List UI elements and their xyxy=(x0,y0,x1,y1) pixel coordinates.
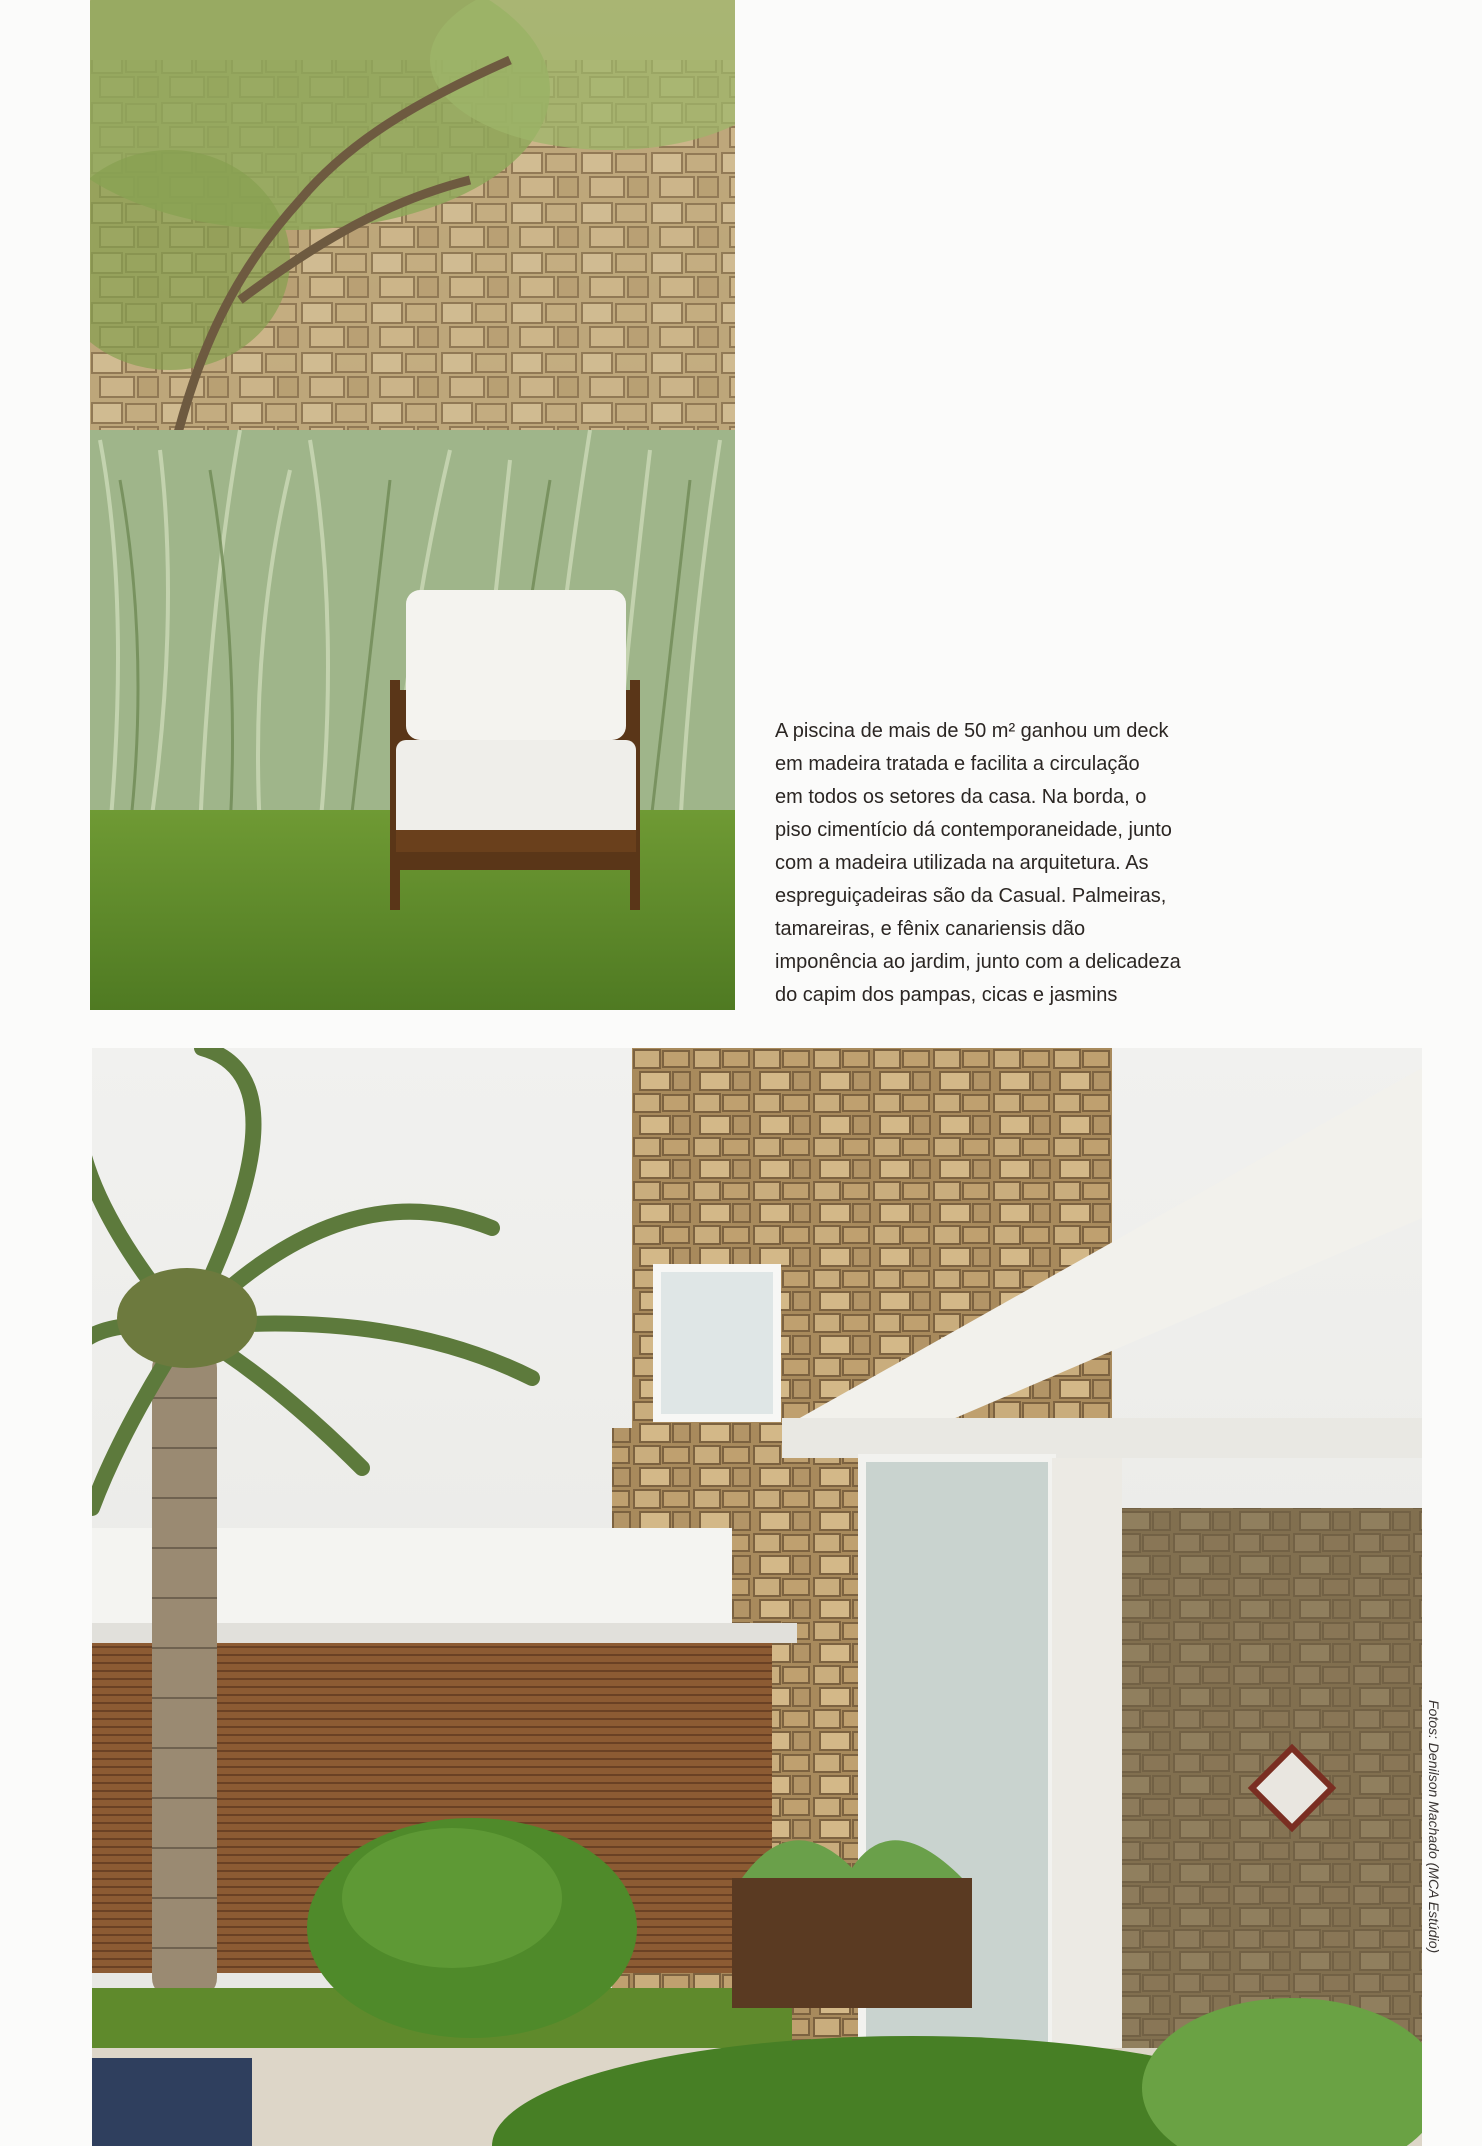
caption-line: em todos os setores da casa. Na borda, o xyxy=(775,786,1147,808)
caption-line: piso cimentício dá contemporaneidade, junto xyxy=(775,819,1172,841)
caption-line: do capim dos pampas, cicas e jasmins xyxy=(775,984,1118,1006)
caption-line: A piscina de mais de 50 m² ganhou um deck xyxy=(775,720,1169,742)
caption-line: em madeira tratada e facilita a circulação xyxy=(775,753,1140,775)
caption-line: imponência ao jardim, junto com a delicadeza xyxy=(775,951,1181,973)
caption-line: com a madeira utilizada na arquitetura. As xyxy=(775,852,1149,874)
caption-line: tamareiras, e fênix canariensis dão xyxy=(775,918,1086,940)
armchair xyxy=(390,590,640,910)
photo-armchair-garden xyxy=(90,0,735,1010)
photo-caption xyxy=(775,715,1245,1012)
photo-house-palm-pool xyxy=(92,1048,1422,2146)
caption-line: espreguiçadeiras são da Casual. Palmeiras, xyxy=(775,885,1167,907)
photo-credit: Fotos: Denilson Machado (MCA Estúdio) xyxy=(1426,1700,1442,1954)
